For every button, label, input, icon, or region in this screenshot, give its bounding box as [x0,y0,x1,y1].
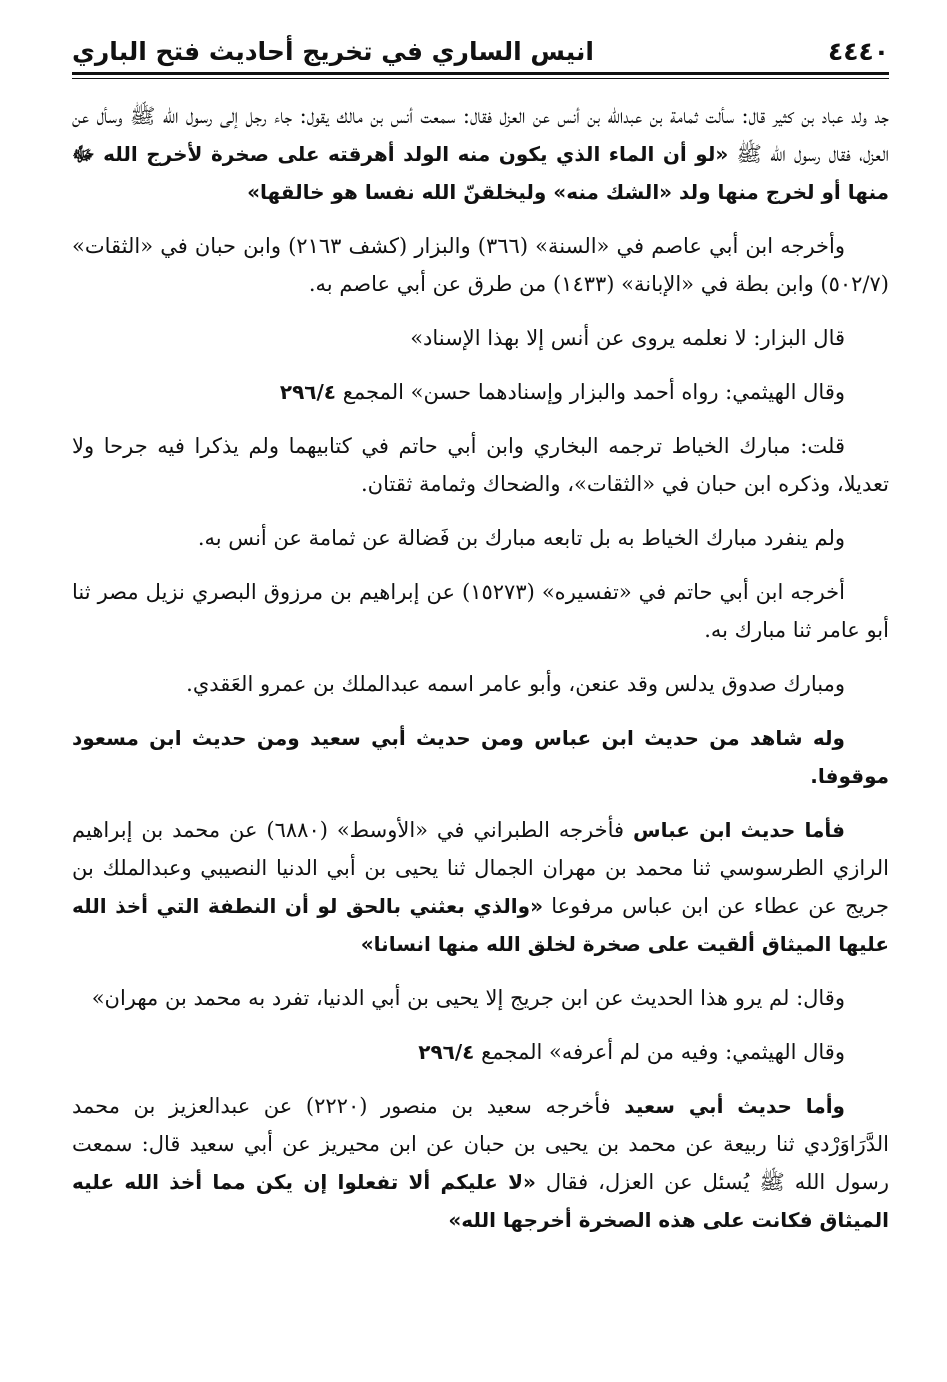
hadith-text: «لو أن الماء الذي يكون منه الولد أهرقته على صخرة لأخرج الله ﷻ منها أو لخرج منها ولد «الشك منه» وليخلقنّ الله نفسا هو خالقها» [72,142,889,204]
reference-number: ٢٩٦/٤ [279,380,337,404]
paragraph-mutabaah: ولم ينفرد مبارك الخياط به بل تابعه مبارك بن فَضالة عن ثمامة عن أنس به. [197,526,845,550]
header-rule [72,72,889,75]
section-lead: فأما حديث ابن عباس [632,818,845,842]
hadith-text: «لا عليكم ألا تفعلوا إن يكن مما أخذ الله عليه الميثاق فكانت على هذه الصخرة أخرجها الله» [72,1170,889,1232]
paragraph-tafsir: أخرجه ابن أبي حاتم في «تفسيره» (١٥٢٧٣) عن إبراهيم بن مرزوق البصري نزيل مصر ثنا أبو عامر ثنا مبارك به. [72,580,889,642]
paragraph-ibn-abbas: فأما حديث ابن عباس فأخرجه الطبراني في «الأوسط» (٦٨٨٠) عن محمد بن إبراهيم الرازي الطرسوسي ثنا محمد بن مهران الجمال ثنا يحيى بن أبي الدنيا النصيبي وعبدالملك بن جريج عن عطاء عن ابن عباس مرفوعا «والذي بعثني بالحق لو أن النطفة التي أخذ الله عليها الميثاق ألقيت على صخرة لخلق الله منها انسانا» [72,818,889,956]
paragraph-abi-said: وأما حديث أبي سعيد فأخرجه سعيد بن منصور (٢٢٢٠) عن عبدالعزيز بن محمد الدَّرَاوَرْدي ثنا ربيعة عن محمد بن يحيى بن حبان عن ابن محيريز عن أبي سعيد قال: سمعت رسول الله ﷺ يُسئل عن العزل، فقال «لا عليكم ألا تفعلوا إن يكن مما أخذ الله عليه الميثاق فكانت على هذه الصخرة أخرجها الله» [72,1094,889,1232]
paragraph-tabarani-note: وقال: لم يرو هذا الحديث عن ابن جريج إلا يحيى بن أبي الدنيا، تفرد به محمد بن مهران» [91,986,845,1010]
paragraph-mubarak: ومبارك صدوق يدلس وقد عنعن، وأبو عامر اسمه عبدالملك بن عمرو العَقدي. [186,672,845,696]
paragraph-takhrij: وأخرجه ابن أبي عاصم في «السنة» (٣٦٦) والبزار (كشف ٢١٦٣) وابن حبان في «الثقات» (٥٠٢/٧) وابن بطة في «الإبانة» (١٤٣٣) من طرق عن أبي عاصم به. [72,234,889,296]
book-title: انيس الساري في تخريج أحاديث فتح الباري [72,37,594,66]
paragraph-haythami-2: وقال الهيثمي: وفيه من لم أعرفه» المجمع ٢٩٦/٤ [418,1040,845,1064]
paragraph-haythami: وقال الهيثمي: رواه أحمد والبزار وإسنادهما حسن» المجمع ٢٩٦/٤ [279,380,845,404]
hadith-text: «والذي بعثني بالحق لو أن النطفة التي أخذ الله عليها الميثاق ألقيت على صخرة لخلق الله منها انسانا» [72,894,889,956]
running-header [72,22,889,66]
page-body [72,97,889,1239]
paragraph-bazzar: قال البزار: لا نعلمه يروى عن أنس إلا بهذا الإسناد» [410,326,845,350]
reference-number: ٢٩٦/٤ [418,1040,475,1064]
paragraph-hadith-chain: جد ولد عباد بن كثير قال: سألت ثمامة بن عبدالله بن أنس عن العزل فقال: سمعت أنس بن مالك يقول: جاء رجل إلى رسول الله ﷺ وسأل عن العزل، فقال رسول الله ﷺ «لو أن الماء الذي يكون منه الولد أهرقته على صخرة لأخرج الله ﷻ منها أو لخرج منها ولد «الشك منه» وليخلقنّ الله نفسا هو خالقها» [72,104,889,204]
header-rule-thin [72,78,889,79]
section-lead: وأما حديث أبي سعيد [624,1094,845,1118]
paragraph-comment: قلت: مبارك الخياط ترجمه البخاري وابن أبي حاتم في كتابيهما ولم يذكرا فيه جرحا ولا تعديلا، وذكره ابن حبان في «الثقات»، والضحاك وثمامة ثقتان. [72,434,889,496]
page-number: ٤٤٤٠ [827,37,889,66]
paragraph-shawahid: وله شاهد من حديث ابن عباس ومن حديث أبي سعيد ومن حديث ابن مسعود موقوفا. [72,726,889,788]
